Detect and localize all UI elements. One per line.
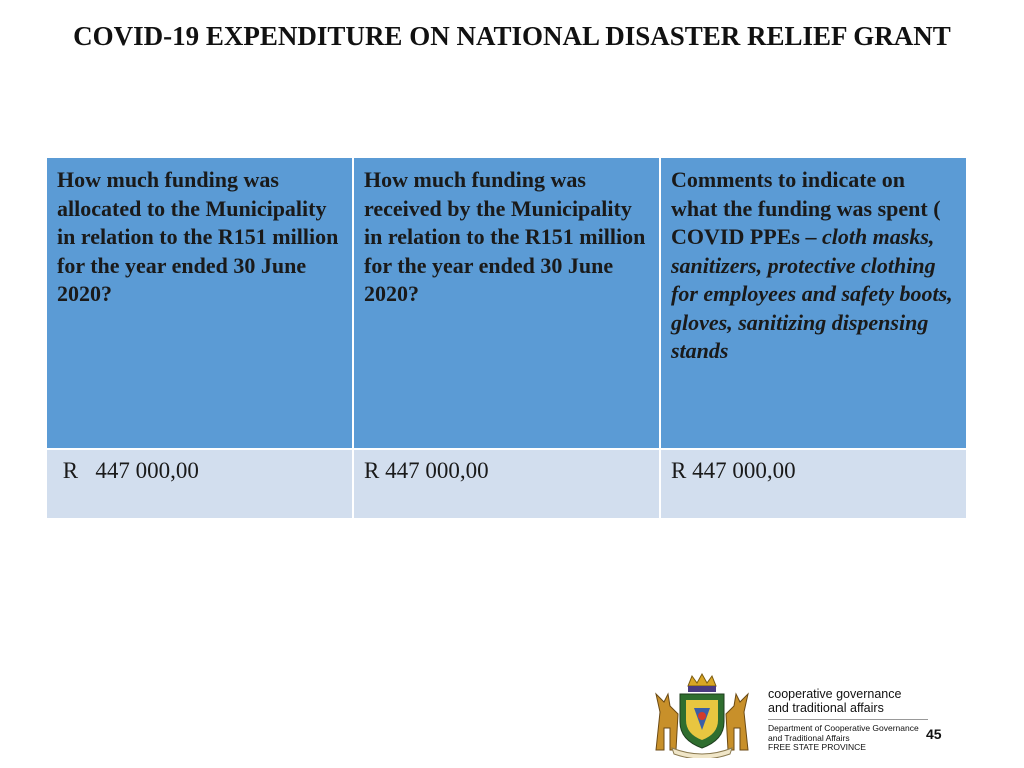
- dept-line-2: and traditional affairs: [768, 700, 884, 715]
- department-name-block: [768, 688, 928, 753]
- page-title: COVID-19 EXPENDITURE ON NATIONAL DISASTER RELIEF GRANT: [73, 21, 951, 51]
- table-header-row: [46, 157, 967, 449]
- header-comments-normal: Comments to indicate on what the funding was spent ( COVID PPEs –: [671, 167, 941, 249]
- dept-line-1: cooperative governance: [768, 687, 902, 701]
- page-number: 45: [926, 726, 942, 742]
- dept-small-3: FREE STATE PROVINCE: [768, 742, 866, 752]
- header-comments: [660, 157, 967, 449]
- dept-small-2: and Traditional Affairs: [768, 732, 850, 743]
- header-comments-italic: cloth masks, sanitizers, protective clothing for employees and safety boots, gloves, sanitizing dispensing stands: [671, 224, 953, 363]
- cell-received: R 447 000,00: [353, 449, 660, 519]
- coat-of-arms-logo: [650, 672, 754, 758]
- dept-divider: [768, 719, 928, 720]
- cell-comments: R 447 000,00: [660, 449, 967, 519]
- table-row: [46, 449, 967, 519]
- header-received: How much funding was received by the Municipality in relation to the R151 million for the year ended 30 June 2020?: [353, 157, 660, 449]
- cell-allocated: R 447 000,00: [46, 449, 353, 519]
- funding-table: [45, 156, 968, 520]
- header-allocated: How much funding was allocated to the Municipality in relation to the R151 million for the year ended 30 June 2020?: [46, 157, 353, 449]
- dept-small-1: Department of Cooperative Governance: [768, 723, 919, 733]
